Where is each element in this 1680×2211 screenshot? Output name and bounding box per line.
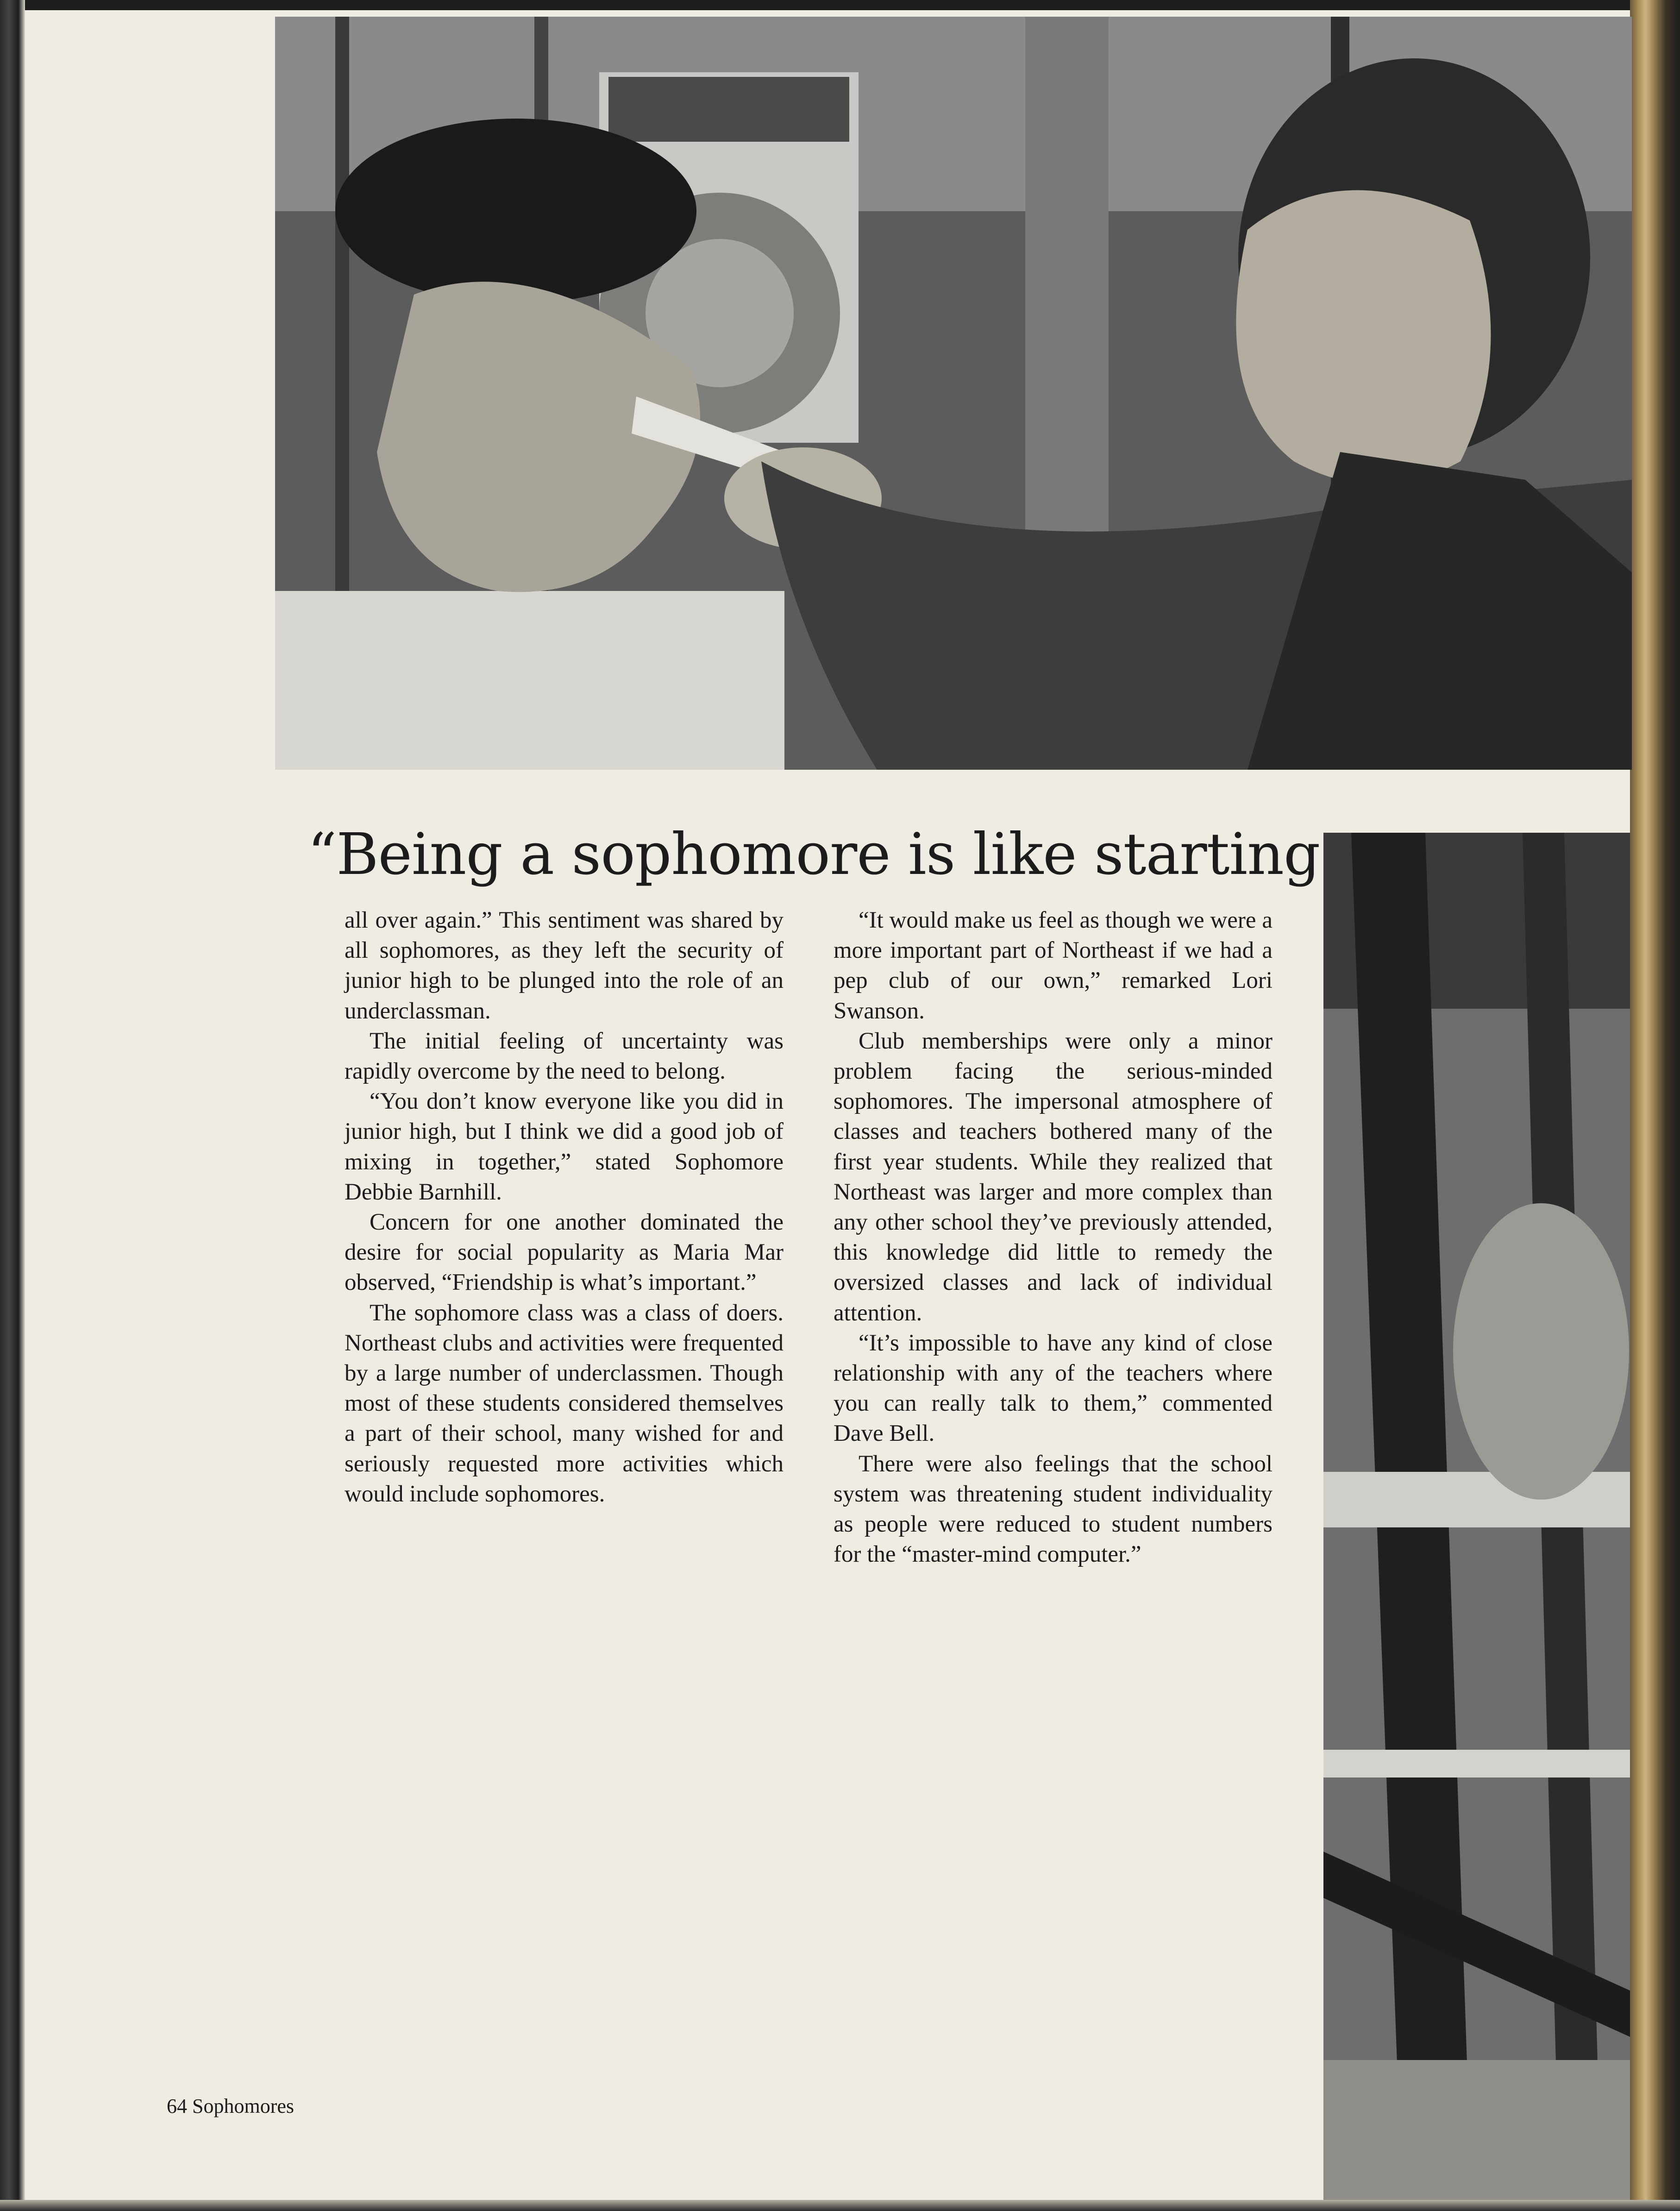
photo-teacher-examining-student — [275, 17, 1632, 770]
paragraph: “You don’t know everyone like you did in junior high, but I think we did a good job of mixing in together,” stated Sophomore Debbie Barnhill. — [345, 1088, 784, 1205]
paragraph: There were also feelings that the school system was threatening student individuality as people were reduced to student numbers for the “master-mind computer.” — [834, 1451, 1273, 1568]
page-folio: 64 Sophomores — [167, 2095, 294, 2117]
paragraph: “It would make us feel as though we were a more important part of Northeast if we had a pep club of our own,” remarked Lori Swanson. — [834, 907, 1273, 1024]
page-edge-top — [0, 0, 1680, 10]
paragraph: Club memberships were only a minor problem facing the serious-minded sophomores. The impersonal atmosphere of classes and teachers bothered many of the first year students. While they realized that Northeast was larger and more complex than any other school they’ve previously attended, this knowledge did little to remedy the oversized classes and lack of individual attention. — [834, 1028, 1273, 1326]
paragraph: all over again.” This sentiment was shared by all sophomores, as they left the security of junior high to be plunged into the role of an underclassman. — [345, 907, 784, 1024]
article-column-left — [345, 905, 784, 1509]
photo-side-strip — [1323, 833, 1630, 2200]
book-binding — [1630, 0, 1680, 2211]
paragraph: The sophomore class was a class of doers. Northeast clubs and activities were frequented by a large number of underclassmen. Though most of these students considered themselves a part of their school, many wished for and seriously requested more activities which would include sophomores. — [345, 1300, 784, 1507]
paragraph: “It’s impossible to have any kind of close relationship with any of the teachers where you can really talk to them,” commented Dave Bell. — [834, 1330, 1273, 1447]
paragraph: The initial feeling of uncertainty was rapidly overcome by the need to belong. — [345, 1028, 784, 1085]
article-column-right — [834, 905, 1273, 1570]
page-edge-left — [0, 0, 25, 2211]
page-edge-bottom — [0, 2200, 1680, 2211]
article-headline: “Being a sophomore is like starting — [307, 821, 1320, 888]
paragraph: Concern for one another dominated the desire for social popularity as Maria Mar observed, “Friendship is what’s important.” — [345, 1209, 784, 1296]
